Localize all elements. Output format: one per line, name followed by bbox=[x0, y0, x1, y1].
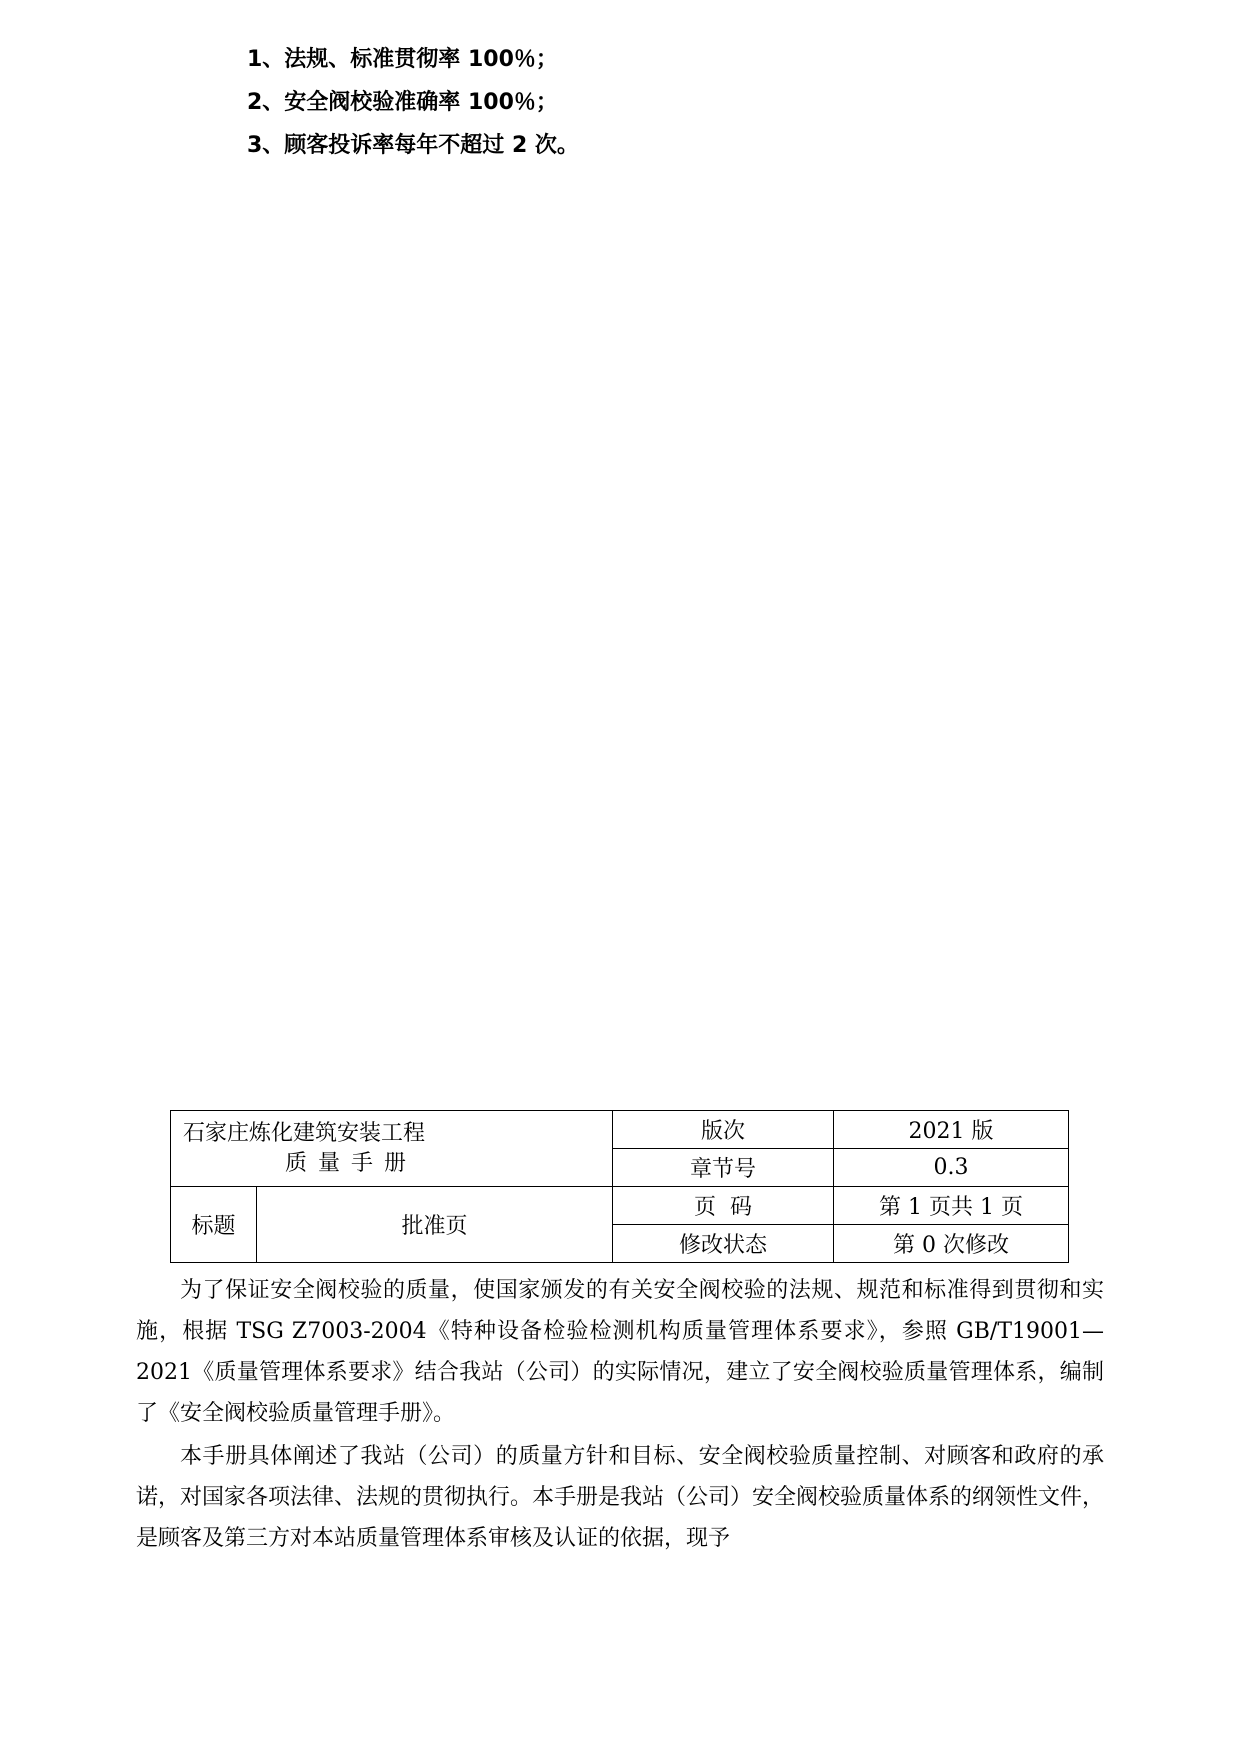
title-value: 批准页 bbox=[257, 1187, 613, 1263]
page-label: 页 码 bbox=[613, 1187, 834, 1225]
goal-item: 2、安全阀校验准确率 100％； bbox=[247, 90, 558, 115]
edition-label: 版次 bbox=[613, 1111, 834, 1149]
body-paragraph: 本手册具体阐述了我站（公司）的质量方针和目标、安全阀校验质量控制、对顾客和政府的承诺，对国家各项法律、法规的贯彻执行。本手册是我站（公司）安全阀校验质量体系的纲领性文件，是顾客及第三方对本站质量管理体系审核及认证的依据，现予 bbox=[136, 1444, 1105, 1551]
document-header-table bbox=[170, 1110, 1069, 1263]
body-paragraph: 为了保证安全阀校验的质量，使国家颁发的有关安全阀校验的法规、规范和标准得到贯彻和实施，根据 TSG Z7003-2004《特种设备检验检测机构质量管理体系要求》，参照 GB/T19001—2021《质量管理体系要求》结合我站（公司）的实际情况，建立了安全阀校验质量管理体系，编制了《安全阀校验质量管理手册》。 bbox=[136, 1278, 1104, 1426]
edition-value: 2021 版 bbox=[834, 1111, 1069, 1149]
title-label: 标题 bbox=[171, 1187, 257, 1263]
manual-title: 质 量 手 册 bbox=[285, 1150, 408, 1176]
quality-goals-list bbox=[247, 38, 579, 167]
revision-label: 修改状态 bbox=[613, 1225, 834, 1263]
page-value: 第 1 页共 1 页 bbox=[834, 1187, 1069, 1225]
company-name: 石家庄炼化建筑安装工程 bbox=[183, 1120, 426, 1146]
chapter-value: 0.3 bbox=[834, 1149, 1069, 1187]
revision-value: 第 0 次修改 bbox=[834, 1225, 1069, 1263]
approval-body bbox=[136, 1270, 1104, 1561]
company-cell bbox=[171, 1111, 613, 1187]
chapter-label: 章节号 bbox=[613, 1149, 834, 1187]
goal-item: 3、顾客投诉率每年不超过 2 次。 bbox=[247, 133, 579, 158]
goal-item: 1、法规、标准贯彻率 100％； bbox=[247, 47, 558, 72]
